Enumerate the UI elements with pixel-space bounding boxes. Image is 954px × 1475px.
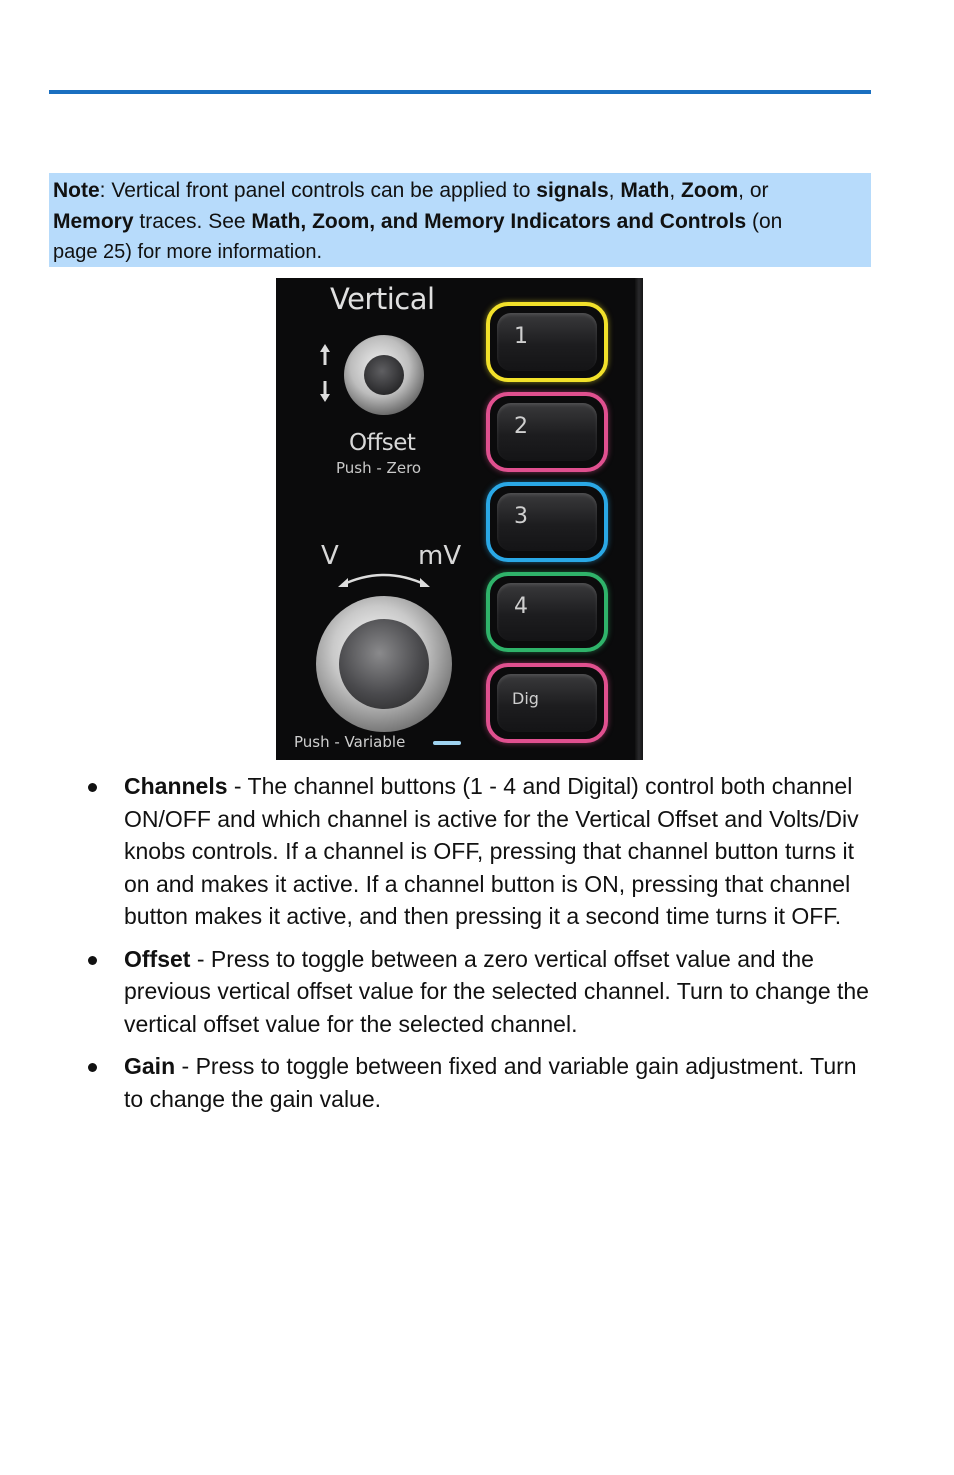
up-down-arrows-icon xyxy=(316,344,334,402)
panel-title: Vertical xyxy=(330,282,435,316)
note-line-3: page 25) for more information. xyxy=(53,241,323,263)
bullet-term: Offset xyxy=(124,945,191,972)
note-box xyxy=(49,173,871,267)
bullet-term: Channels xyxy=(124,773,228,799)
offset-knob-center xyxy=(364,355,404,395)
gain-knob-center xyxy=(339,619,429,709)
bullet-icon xyxy=(88,1063,97,1072)
offset-knob[interactable] xyxy=(344,335,424,415)
list-item xyxy=(84,770,874,933)
bullet-text: - The channel buttons (1 - 4 and Digital) control both channel ON/OFF and which channel is active for the Vertical Offset and Volts/Div knobs controls. If a channel is OFF, pressing that channel button turns it on and makes it active. If a channel button is ON, pressing that channel button makes it active, and then pressing it a second time turns it OFF. xyxy=(124,773,859,929)
digital-button[interactable]: Dig xyxy=(486,663,608,743)
offset-sublabel: Push - Zero xyxy=(336,459,422,477)
gain-knob[interactable] xyxy=(316,596,452,732)
note-line-2: Memory traces. See Math, Zoom, and Memory Indicators and Controls (on xyxy=(53,210,783,233)
note-link[interactable]: Math, Zoom, and Memory Indicators and Controls xyxy=(251,210,747,233)
channel-4-button[interactable]: 4 xyxy=(486,572,608,652)
gain-sublabel: Push - Variable xyxy=(294,733,406,751)
bullet-text: - Press to toggle between fixed and variable gain adjustment. Turn to change the gain value. xyxy=(124,1053,857,1112)
channel-1-button[interactable]: 1 xyxy=(486,302,608,382)
bullet-text: - Press to toggle between a zero vertical offset value and the previous vertical offset value for the selected channel. Turn to change the vertical offset value for the selected channel. xyxy=(124,945,869,1037)
millivolts-label: mV xyxy=(418,541,462,571)
offset-label: Offset xyxy=(349,430,416,456)
channel-2-button[interactable]: 2 xyxy=(486,392,608,472)
vertical-panel-image xyxy=(276,278,643,760)
panel-edge xyxy=(635,278,643,760)
variable-indicator-icon xyxy=(433,741,461,745)
channel-3-button[interactable]: 3 xyxy=(486,482,608,562)
list-item xyxy=(84,943,874,1041)
bullet-icon xyxy=(88,956,97,965)
header-rule xyxy=(49,90,871,94)
note-line-1: Note: Vertical front panel controls can be applied to signals, Math, Zoom, or xyxy=(53,179,769,202)
bullet-icon xyxy=(88,783,97,792)
note-label: Note xyxy=(53,179,100,202)
rotation-arrow-icon xyxy=(334,565,434,589)
list-item xyxy=(84,1050,874,1115)
bullet-list xyxy=(84,770,874,1125)
volts-label: V xyxy=(321,541,339,571)
bullet-term: Gain xyxy=(124,1053,176,1079)
